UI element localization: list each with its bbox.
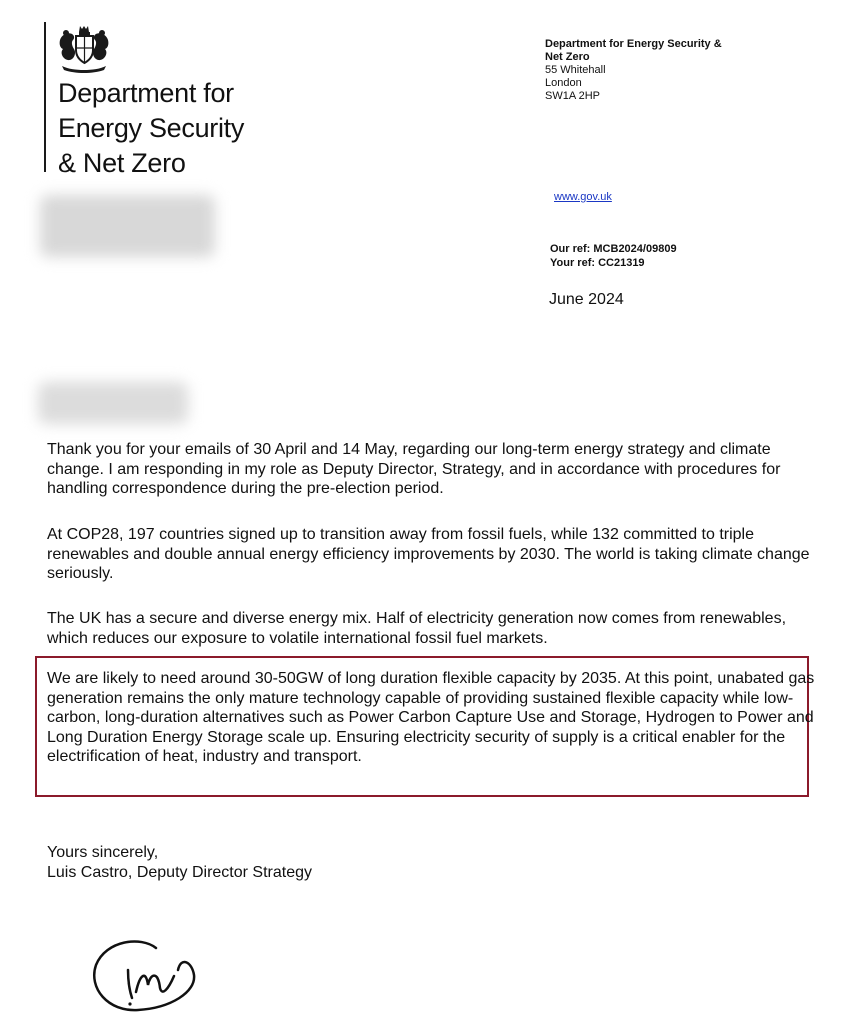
- closing-block: [47, 843, 312, 883]
- body-paragraph: Thank you for your emails of 30 April and 14 May, regarding our long-term energy strategy and climate change. I am responding in my role as Deputy Director, Strategy, and in accordance with procedures for handling correspondence during the pre-election period.: [47, 441, 781, 497]
- your-reference: Your ref: CC21319: [550, 257, 645, 269]
- redacted-recipient-address: [40, 195, 215, 257]
- sender-address: [545, 38, 722, 103]
- department-wordmark: [58, 76, 318, 181]
- body-paragraph: At COP28, 197 countries signed up to transition away from fossil fuels, while 132 committed to triple renewables and double annual energy efficiency improvements by 2030. The world is taking climate change seriously.: [47, 526, 810, 582]
- department-wordmark-line: Department for: [58, 78, 234, 108]
- address-name-line: Department for Energy Security &: [545, 38, 722, 50]
- body-paragraph: The UK has a secure and diverse energy mix. Half of electricity generation now comes from renewables, which reduces our exposure to volatile international fossil fuel markets.: [47, 610, 787, 647]
- highlighted-paragraph: We are likely to need around 30-50GW of long duration flexible capacity by 2035. At this point, unabated gas generation remains the only mature technology capable of providing sustained flexible capacity while low-carbon, long-duration alternatives such as Power Carbon Capture Use and Storage, Hydrogen to Power and Long Duration Energy Storage scale up. Ensuring electricity security of supply is a critical enabler for the electrification of heat, industry and transport.: [47, 670, 815, 765]
- our-reference: Our ref: MCB2024/09809: [550, 243, 677, 255]
- letter-date: June 2024: [549, 291, 624, 308]
- department-wordmark-line: Energy Security: [58, 113, 245, 143]
- reference-block: [550, 242, 677, 270]
- address-street: 55 Whitehall: [545, 64, 606, 76]
- address-postcode: SW1A 2HP: [545, 90, 601, 102]
- department-wordmark-line: & Net Zero: [58, 148, 186, 178]
- letterhead-rule: [44, 22, 46, 172]
- handwritten-signature: [86, 930, 206, 1020]
- signatory-name: Luis Castro, Deputy Director Strategy: [47, 864, 312, 881]
- royal-coat-of-arms-icon: [54, 24, 114, 74]
- website-link[interactable]: www.gov.uk: [554, 191, 612, 203]
- closing-salutation: Yours sincerely,: [47, 844, 159, 861]
- address-name-line: Net Zero: [545, 51, 590, 63]
- redacted-salutation: [38, 382, 188, 424]
- address-city: London: [545, 77, 582, 89]
